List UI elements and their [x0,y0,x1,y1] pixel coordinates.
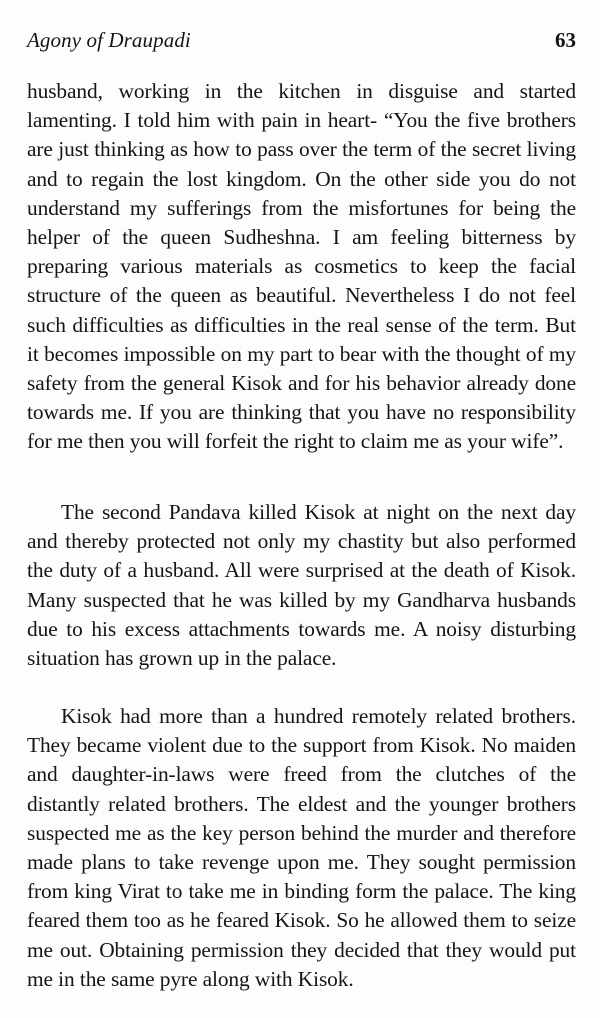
running-title: Agony of Draupadi [27,28,191,52]
paragraph-continuation: husband, working in the kitchen in disguise and started lamenting. I told him with pain in heart- “You the five brothers are just thinking as how to pass over the term of the secret living and to regain the lost kingdom. On the other side you do not understand my sufferings from the misfortunes for being the helper of the queen Sudheshna. I am feeling bitterness by preparing various materials as cosmetics to keep the facial structure of the queen as beautiful. Nevertheless I do not feel such difficulties as difficulties in the real sense of the term. But it becomes impossible on my part to bear with the thought of my safety from the general Kisok and for his behavior already done towards me. If you are thinking that you have no responsibility for me then you will forfeit the right to claim me as your wife”. [27,79,576,454]
page-number: 63 [555,28,576,52]
paragraph-pandava-killed-kisok: The second Pandava killed Kisok at night on the next day and thereby protected not only my chastity but also performed the duty of a husband. All were surprised at the death of Kisok. Many suspected that he was killed by my Gandharva husbands due to his excess attachments towards me. A noisy disturbing situation has grown up in the palace. [27,500,576,671]
page-header [27,28,576,54]
paragraph-kisok-brothers: Kisok had more than a hundred remotely related brothers. They became violent due to the support from Kisok. No maiden and daughter-in-laws were freed from the clutches of the distantly related brothers. The eldest and the younger brothers suspected me as the key person behind the murder and therefore made plans to take revenge upon me. They sought permission from king Virat to take me in binding form the palace. The king feared them too as he feared Kisok. So he allowed them to seize me out. Obtaining permission they decided that they would put me in the same pyre along with Kisok. [27,704,576,991]
